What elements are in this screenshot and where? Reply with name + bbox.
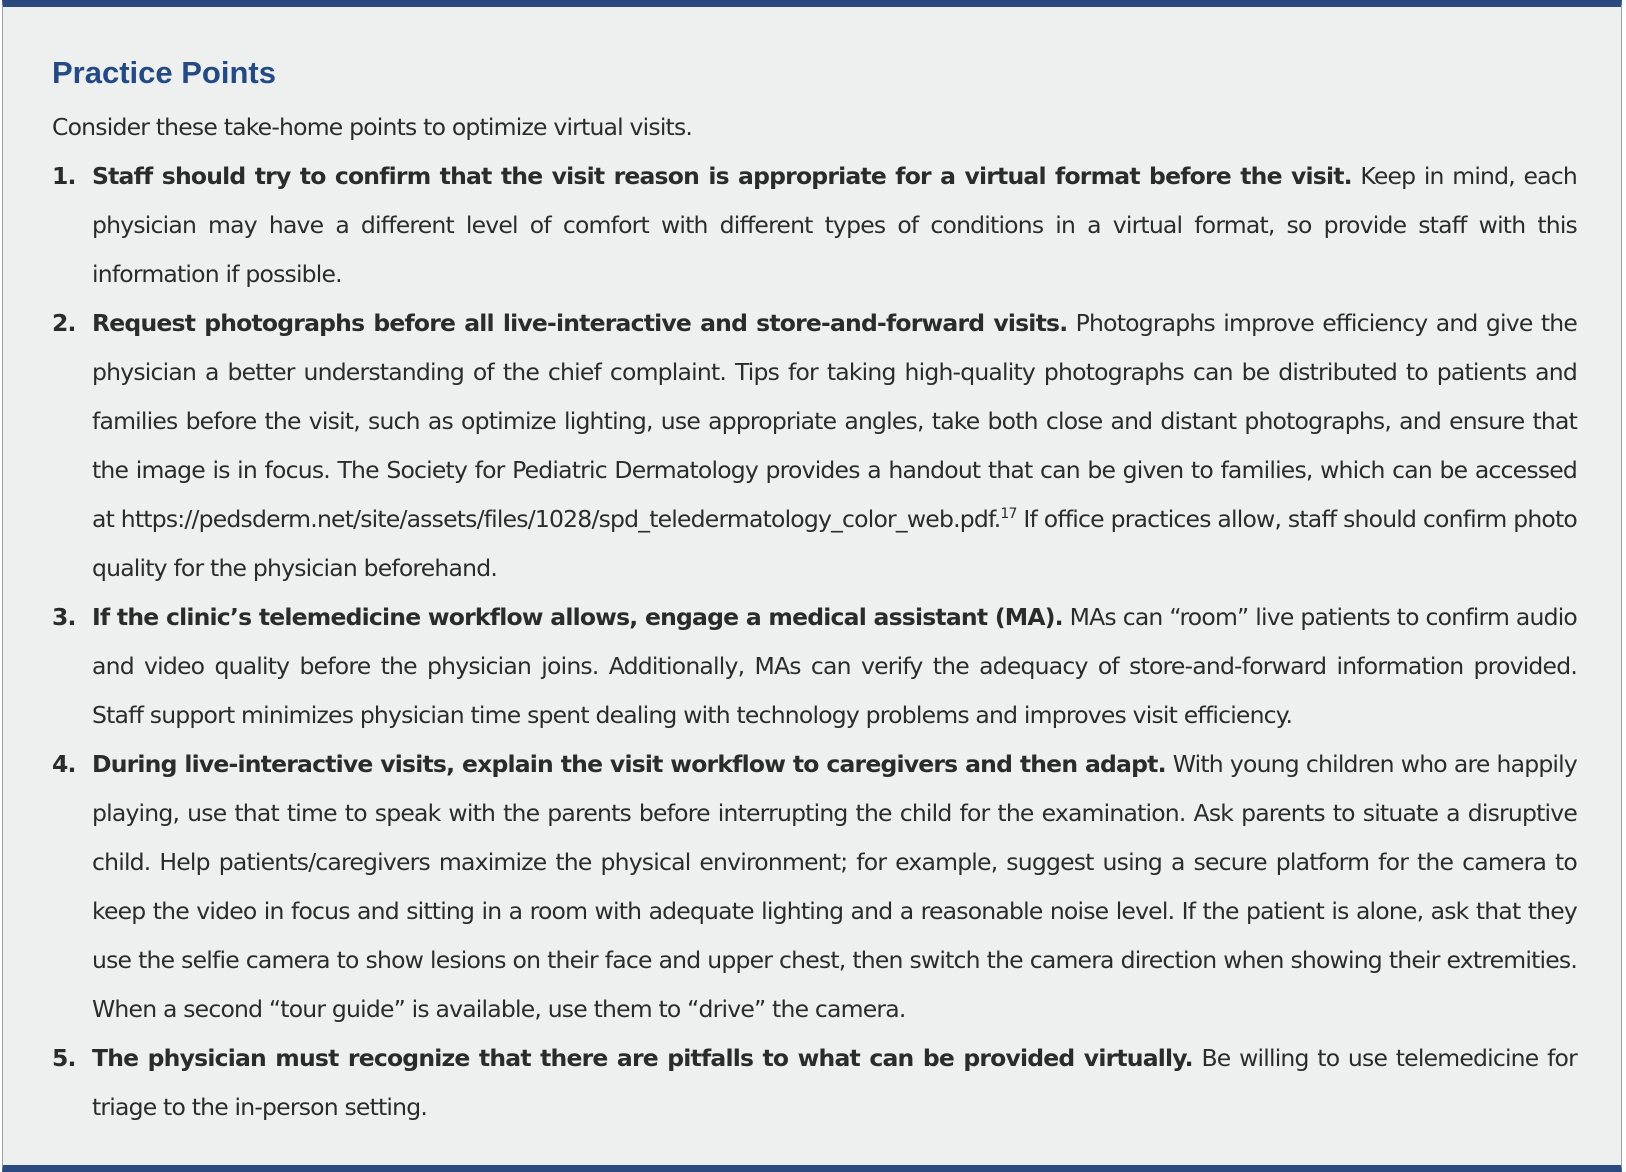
practice-points-box bbox=[2, 0, 1622, 1172]
item-number: 1. bbox=[52, 162, 76, 190]
practice-points-list bbox=[52, 152, 1577, 1132]
item-number: 5. bbox=[52, 1044, 76, 1072]
reference-superscript: 17 bbox=[1000, 506, 1017, 522]
box-intro: Consider these take-home points to optimize virtual visits. bbox=[52, 113, 693, 141]
item-lead: The physician must recognize that there are pitfalls to what can be provided virtually. bbox=[92, 1044, 1193, 1072]
item-number: 4. bbox=[52, 750, 76, 778]
item-lead: Request photographs before all live-interactive and store-and-forward visits. bbox=[92, 309, 1068, 337]
list-item bbox=[52, 299, 1577, 593]
list-item bbox=[52, 152, 1577, 299]
item-body-continued: If office practices allow, staff should confirm photo quality for the physician beforehand. bbox=[92, 505, 1577, 582]
item-body: MAs can “room” live patients to confirm audio and video quality before the physician joins. Additionally, MAs can verify the adequacy of store-and-forward information provided. Staff support minimizes physician time spent dealing with technology problems and improves visit efficiency. bbox=[92, 603, 1578, 729]
item-number: 3. bbox=[52, 603, 76, 631]
practice-points-content bbox=[52, 53, 1577, 1132]
list-item bbox=[52, 1034, 1577, 1132]
item-body: Photographs improve efficiency and give the physician a better understanding of the chief complaint. Tips for taking high-quality photographs can be distributed to patients and families before the visit, such as optimize lighting, use appropriate angles, take both close and distant photographs, and ensure that the image is in focus. The Society for Pediatric Dermatology provides a handout that can be given to families, which can be accessed at https://pedsderm.net/site/assets/files/1028/spd_teledermatology_color_web.pdf. bbox=[92, 309, 1578, 533]
item-lead: Staff should try to confirm that the visit reason is appropriate for a virtual format before the visit. bbox=[92, 162, 1352, 190]
item-body: Be willing to use telemedicine for triage to the in-person setting. bbox=[92, 1044, 1577, 1121]
list-item bbox=[52, 593, 1577, 740]
item-lead: If the clinic’s telemedicine workflow allows, engage a medical assistant (MA). bbox=[92, 603, 1063, 631]
item-body: With young children who are happily playing, use that time to speak with the parents before interrupting the child for the examination. Ask parents to situate a disruptive child. Help patients/caregivers maximize the physical environment; for example, suggest using a secure platform for the camera to keep the video in focus and sitting in a room with adequate lighting and a reasonable noise level. If the patient is alone, ask that they use the selfie camera to show lesions on their face and upper chest, then switch the camera direction when showing their extremities. When a second “tour guide” is available, use them to “drive” the camera. bbox=[92, 750, 1578, 1023]
box-title: Practice Points bbox=[52, 55, 276, 90]
item-number: 2. bbox=[52, 309, 76, 337]
list-item bbox=[52, 740, 1577, 1034]
item-body: Keep in mind, each physician may have a different level of comfort with different types of conditions in a virtual format, so provide staff with this information if possible. bbox=[92, 162, 1577, 288]
item-lead: During live-interactive visits, explain the visit workflow to caregivers and then adapt. bbox=[92, 750, 1166, 778]
